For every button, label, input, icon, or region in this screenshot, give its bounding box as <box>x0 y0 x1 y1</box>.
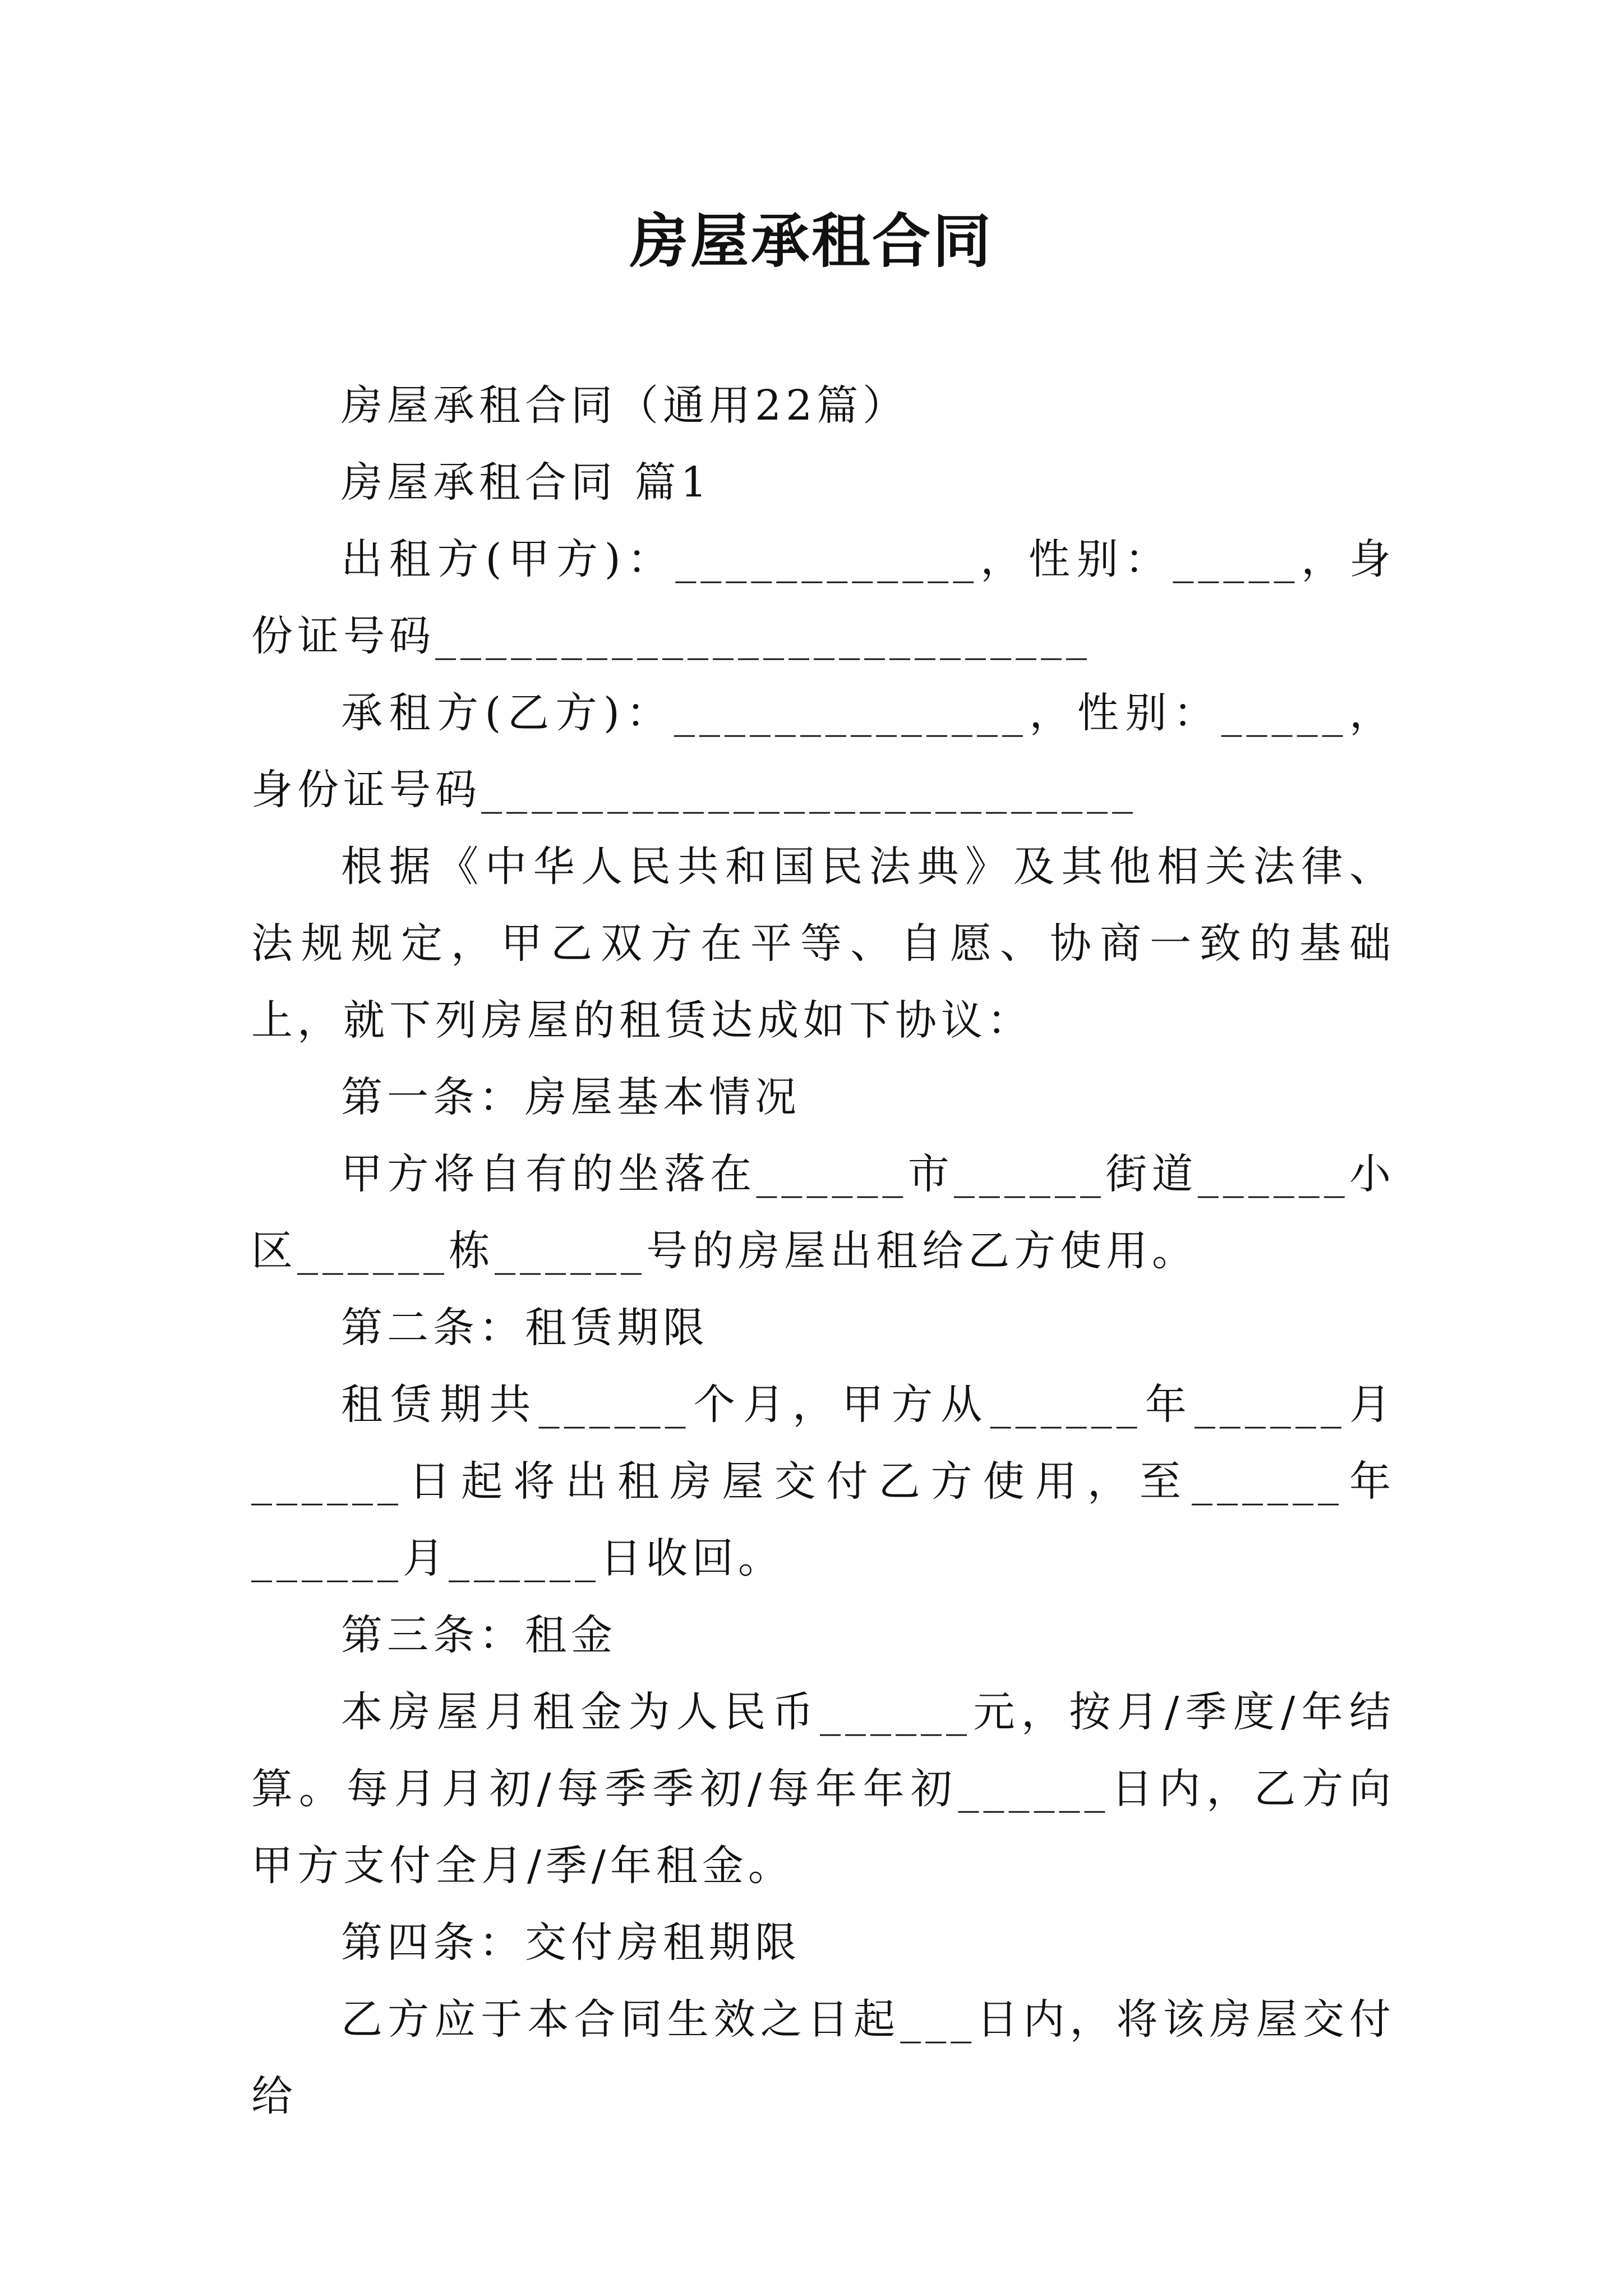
lessee-info: 承租方(乙方)：______________，性别：_____，身份证号码__________________________ <box>251 689 1395 814</box>
doc-subtitle: 房屋承租合同（通用22篇） <box>341 381 909 430</box>
article-2-body: 租赁期共______个月，甲方从______年______月______日起将出租房屋交付乙方使用，至______年______月______日收回。 <box>251 1381 1395 1582</box>
document-title: 房屋承租合同 <box>629 206 993 275</box>
document-body <box>251 367 1395 2135</box>
article-1-body: 甲方将自有的坐落在______市______街道______小区______栋______号的房屋出租给乙方使用。 <box>251 1150 1395 1275</box>
article-2-heading: 第二条：租赁期限 <box>341 1304 709 1352</box>
article-4-body: 乙方应于本合同生效之日起___日内，将该房屋交付给 <box>251 1995 1395 2120</box>
article-1-heading: 第一条：房屋基本情况 <box>341 1073 801 1121</box>
article-3-heading: 第三条：租金 <box>341 1611 617 1659</box>
lessor-info: 出租方(甲方)：____________，性别：_____，身份证号码__________________________ <box>251 535 1395 660</box>
preamble: 根据《中华人民共和国民法典》及其他相关法律、法规规定，甲乙双方在平等、自愿、协商一致的基础上，就下列房屋的租赁达成如下协议： <box>251 843 1395 1045</box>
article-3-body: 本房屋月租金为人民币______元，按月/季度/年结算。每月月初/每季季初/每年年初______日内，乙方向甲方支付全月/季/年租金。 <box>251 1688 1395 1890</box>
section-heading-part-1: 房屋承租合同 篇1 <box>341 458 712 507</box>
article-4-heading: 第四条：交付房租期限 <box>341 1918 801 1967</box>
